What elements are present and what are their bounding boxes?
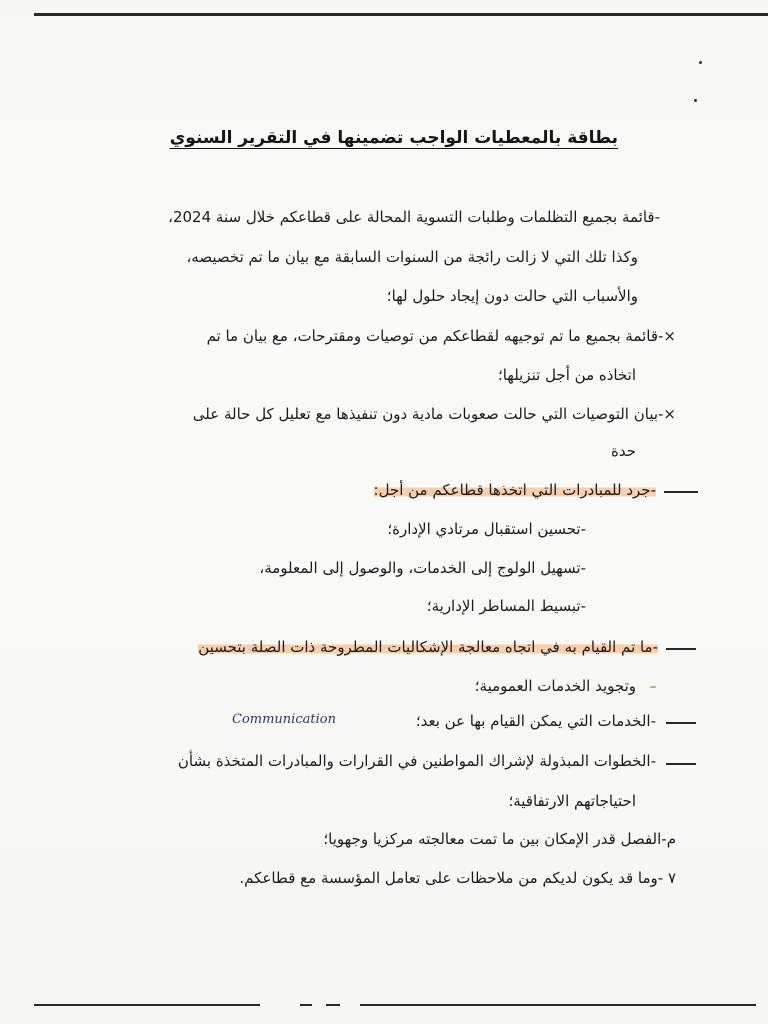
- bullet-dash: [664, 491, 698, 493]
- line-14: -الخدمات التي يمكن القيام بها عن بعد؛: [415, 712, 656, 730]
- line-12: [198, 638, 658, 656]
- highlight-tick: [650, 686, 656, 688]
- highlighted-text: -جرد للمبادرات التي اتخذها قطاعكم من أجل:: [373, 481, 656, 499]
- bullet-dash: [666, 763, 696, 765]
- line-18: ٧ -وما قد يكون لديكم من ملاحظات على تعامل المؤسسة مع قطاعكم.: [239, 869, 676, 887]
- line-15: -الخطوات المبذولة لإشراك المواطنين في القرارات والمبادرات المتخذة بشأن: [177, 752, 656, 770]
- margin-dot: [694, 99, 697, 102]
- line-13: وتجويد الخدمات العمومية؛: [474, 677, 636, 695]
- footer-rule: [300, 1004, 312, 1006]
- footer-rule: [360, 1004, 756, 1006]
- footer-rule: [326, 1004, 340, 1006]
- document-title: بطاقة بالمعطيات الواجب تضمينها في التقرير السنوي: [169, 128, 618, 148]
- margin-note: Communication: [232, 712, 336, 727]
- line-7: حدة: [610, 442, 636, 460]
- line-5: اتخاذه من أجل تنزيلها؛: [497, 366, 636, 384]
- bullet-dash: [666, 722, 696, 724]
- line-3: والأسباب التي حالت دون إيجاد حلول لها؛: [386, 287, 638, 305]
- line-17: م-الفصل قدر الإمكان بين ما تمت معالجته مركزيا وجهويا؛: [323, 830, 676, 848]
- line-11: -تبسيط المساطر الإدارية؛: [426, 597, 586, 615]
- top-edge-line: [34, 13, 768, 16]
- line-6: ×-بيان التوصيات التي حالت صعوبات مادية دون تنفيذها مع تعليل كل حالة على: [192, 405, 676, 423]
- line-10: -تسهيل الولوج إلى الخدمات، والوصول إلى المعلومة،: [259, 559, 586, 577]
- line-4: ×-قائمة بجميع ما تم توجيهه لقطاعكم من توصيات ومقترحات، مع بيان ما تم: [206, 327, 676, 345]
- line-9: -تحسين استقبال مرتادي الإدارة؛: [387, 520, 586, 538]
- line-2: وكذا تلك التي لا زالت رائجة من السنوات السابقة مع بيان ما تم تخصيصه،: [186, 248, 638, 266]
- footer-rule: [34, 1004, 260, 1006]
- line-8: [374, 481, 656, 499]
- margin-dot: [699, 61, 702, 64]
- line-1: -قائمة بجميع التظلمات وطلبات التسوية المحالة على قطاعكم خلال سنة 2024،: [168, 208, 660, 226]
- highlighted-text: -ما تم القيام به في اتجاه معالجة الإشكاليات المطروحة ذات الصلة بتحسين: [198, 638, 658, 656]
- bullet-dash: [666, 648, 696, 650]
- line-16: احتياجاتهم الارتفاقية؛: [508, 792, 636, 810]
